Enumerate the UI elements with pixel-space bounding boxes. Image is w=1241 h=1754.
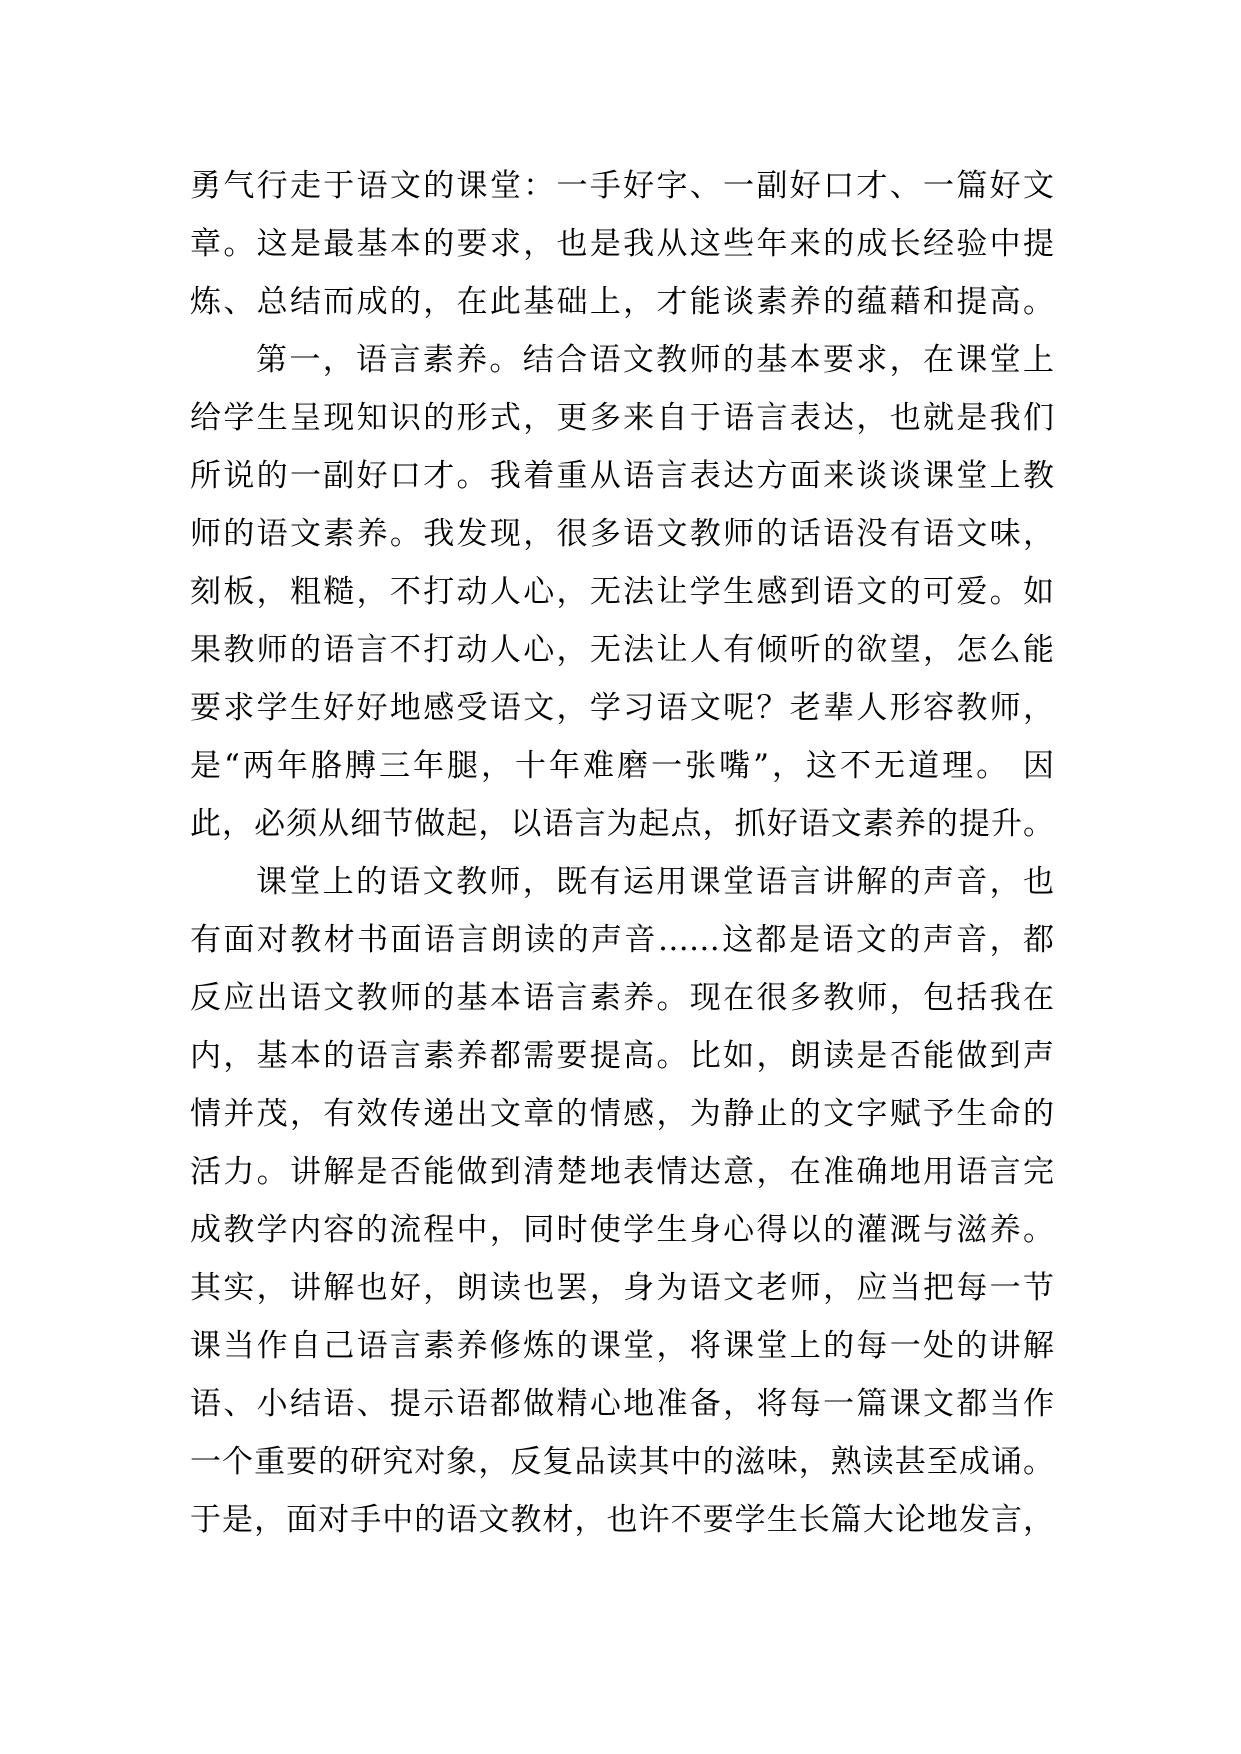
text-line-10: 要求学生好好地感受语文，学习语文呢？老辈人形容教师，: [190, 690, 1054, 726]
text-line-2: 章。这是最基本的要求，也是我从这些年来的成长经验中提: [190, 226, 1054, 262]
text-line-21: 课当作自己语言素养修炼的课堂，将课堂上的每一处的讲解: [190, 1328, 1054, 1364]
text-line-1: 勇气行走于语文的课堂：一手好字、一副好口才、一篇好文: [190, 168, 1054, 204]
text-line-4: 第一，语言素养。结合语文教师的基本要求，在课堂上: [256, 342, 1054, 378]
text-line-14: 有面对教材书面语言朗读的声音……这都是语文的声音，都: [190, 922, 1054, 958]
text-line-8: 刻板，粗糙，不打动人心，无法让学生感到语文的可爱。如: [190, 574, 1054, 610]
text-line-5: 给学生呈现知识的形式，更多来自于语言表达，也就是我们: [190, 400, 1054, 436]
text-line-9: 果教师的语言不打动人心，无法让人有倾听的欲望，怎么能: [190, 632, 1054, 668]
text-line-19: 成教学内容的流程中，同时使学生身心得以的灌溉与滋养。: [190, 1212, 1054, 1248]
text-line-16: 内，基本的语言素养都需要提高。比如，朗读是否能做到声: [190, 1038, 1054, 1074]
text-line-6: 所说的一副好口才。我着重从语言表达方面来谈谈课堂上教: [190, 458, 1054, 494]
body-text: [190, 157, 1054, 1549]
text-line-20: 其实，讲解也好，朗读也罢，身为语文老师，应当把每一节: [190, 1270, 1054, 1306]
text-line-18: 活力。讲解是否能做到清楚地表情达意，在准确地用语言完: [190, 1154, 1054, 1190]
text-line-12: 此，必须从细节做起，以语言为起点，抓好语文素养的提升。: [190, 806, 1054, 842]
text-line-15: 反应出语文教师的基本语言素养。现在很多教师，包括我在: [190, 980, 1054, 1016]
text-line-24: 于是，面对手中的语文教材，也许不要学生长篇大论地发言，: [190, 1502, 1054, 1538]
text-line-7: 师的语文素养。我发现，很多语文教师的话语没有语文味，: [190, 516, 1054, 552]
text-line-3: 炼、总结而成的，在此基础上，才能谈素养的蕴藉和提高。: [190, 284, 1054, 320]
text-line-13: 课堂上的语文教师，既有运用课堂语言讲解的声音，也: [256, 864, 1054, 900]
text-line-22: 语、小结语、提示语都做精心地准备，将每一篇课文都当作: [190, 1386, 1054, 1422]
text-line-17: 情并茂，有效传递出文章的情感，为静止的文字赋予生命的: [190, 1096, 1054, 1132]
text-line-23: 一个重要的研究对象，反复品读其中的滋味，熟读甚至成诵。: [190, 1444, 1054, 1480]
text-line-11: 是“两年胳膊三年腿，十年难磨一张嘴”，这不无道理。 因: [190, 748, 1054, 784]
